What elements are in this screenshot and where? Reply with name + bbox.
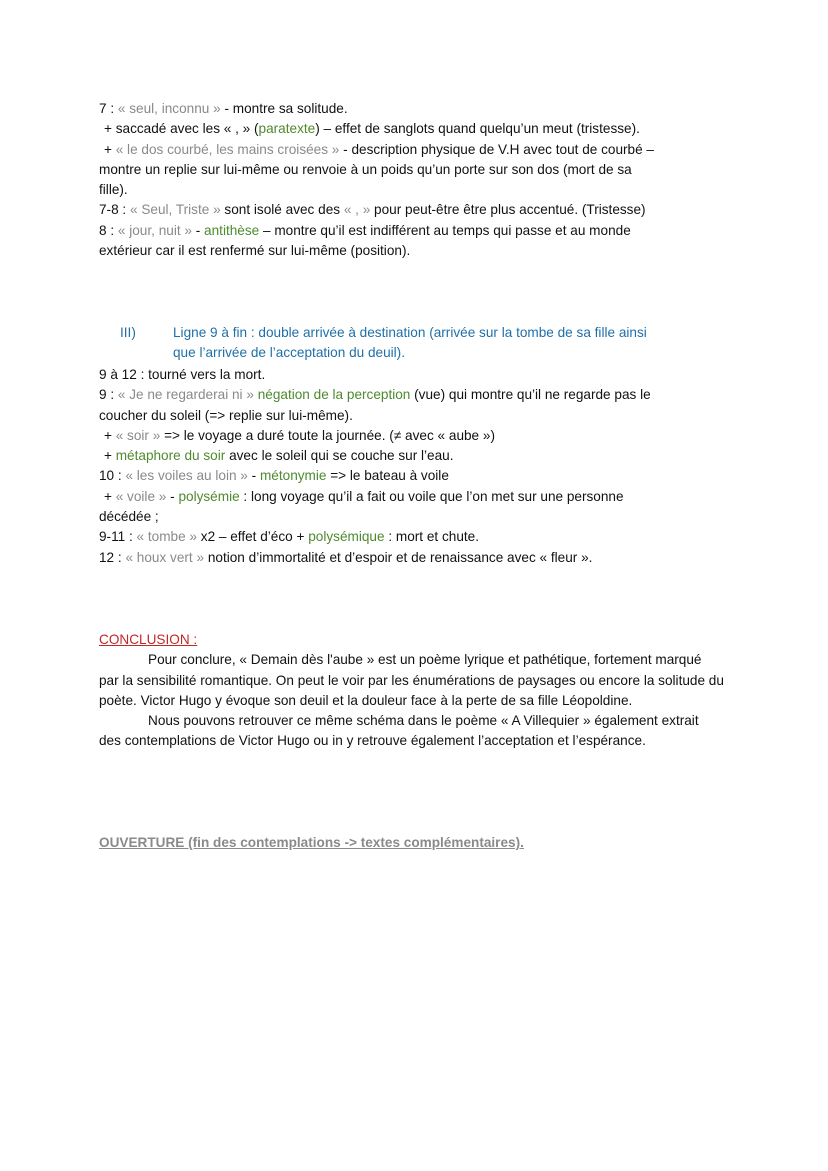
line-metaphore [99,446,734,466]
conclusion-paragraph: Nous pouvons retrouver ce même schéma dans le poème « A Villequier » également extrait des contemplations de Victor Hugo ou in y retrouve également l’acceptation et l’espérance. [99,713,699,749]
literary-term: polysémie [178,488,240,504]
quote: « le dos courbé, les mains croisées » [115,141,340,157]
plus-sign: + [104,448,116,464]
comment: pour peut-être être plus accentué. (Tristesse) [370,202,646,218]
comment: - montre sa solitude. [220,101,348,116]
quote: « seul, inconnu » [117,101,221,116]
line-7 [99,99,734,119]
analysis-lines-7-8 [99,99,734,261]
conclusion-section [99,630,734,752]
comment: x2 – effet d’éco + [197,529,309,545]
quote: « tombe » [136,529,197,545]
analysis-lines-9-12 [99,365,734,568]
comment: : long voyage qu’il a fait ou voile que l’on met sur une personne [239,488,624,504]
quote: « Je ne regarderai ni » [117,387,254,403]
ouverture-heading: OUVERTURE (fin des contemplations -> textes complémentaires). [99,835,524,850]
comment-continuation: coucher du soleil (=> replie sur lui-même). [99,407,353,423]
comment: + saccadé avec les « , » ( [104,121,259,137]
comment: notion d’immortalité et d’espoir et de renaissance avec « fleur ». [204,549,593,565]
conclusion-heading: CONCLUSION : [99,632,198,647]
quote: « Seul, Triste » [129,202,221,218]
comment-continuation: extérieur car il est renfermé sur lui-même (position). [99,243,411,259]
line-number: 10 : [99,468,126,484]
comment: => le voyage a duré toute la journée. (≠ avec « aube ») [160,427,495,443]
dash: - [191,222,205,238]
plus-sign: + [104,427,116,443]
line-9-12: 9 à 12 : tourné vers la mort. [99,367,266,382]
comment: ) – effet de sanglots quand quelqu’un meut (tristesse). [315,121,640,137]
literary-term: polysémique [308,529,385,545]
literary-term: négation de la perception [253,387,411,403]
comment-continuation: fille). [99,182,128,198]
quote: « , » [343,202,371,218]
line-number: 7 : [99,101,118,116]
comment: sont isolé avec des [220,202,344,218]
literary-term: paratexte [258,121,316,137]
dash: - [166,488,179,504]
line-voile [99,487,734,507]
comment: (vue) qui montre qu’il ne regarde pas le [410,387,651,403]
line-number: 9 : [99,387,118,403]
quote: « les voiles au loin » [125,468,248,484]
line-number: 12 : [99,549,126,565]
line-10 [99,466,734,486]
comment-continuation: montre un replie sur lui-même ou renvoie à un poids qu’un porte sur son dos (mort de sa [99,161,632,177]
line-9-11 [99,527,734,547]
section-title [173,323,733,364]
comment: – montre qu’il est indifférent au temps qui passe et au monde [259,222,631,238]
line-number: 8 : [99,222,118,238]
plus-sign: + [104,488,116,504]
line-7-8 [99,200,734,220]
line-8 [99,221,734,241]
comment: => le bateau à voile [326,468,449,484]
comment-continuation: décédée ; [99,509,159,525]
section-title-line: Ligne 9 à fin : double arrivée à destination (arrivée sur la tombe de sa fille ainsi [173,325,647,340]
section-numeral: III) [120,325,136,340]
quote: « voile » [115,488,167,504]
section-three-heading [120,323,740,364]
line-12 [99,548,734,568]
literary-term: antithèse [204,222,260,238]
line-number: 7-8 : [99,202,130,218]
comment: : mort et chute. [384,529,480,545]
line-9 [99,385,734,405]
section-title-line: que l’arrivée de l’acceptation du deuil). [173,345,405,361]
line-7-dos-courbe [99,140,734,160]
dash: - [247,468,260,484]
literary-term: métonymie [259,468,327,484]
quote: « jour, nuit » [117,222,192,238]
plus-sign: + [104,141,116,157]
conclusion-paragraph: Pour conclure, « Demain dès l'aube » est un poème lyrique et pathétique, fortement marqué par la sensibilité romantique. On peut le voir par les énumérations de paysages ou encore la solitude du poète. Victor Hugo y évoque son deuil et la douleur face à la perte de sa fille Léopoldine. [99,652,724,708]
quote: « soir » [115,427,161,443]
comment: - description physique de V.H avec tout de courbé – [339,141,654,157]
line-soir [99,426,734,446]
literary-term: métaphore du soir [115,448,226,464]
line-7-saccade [99,119,734,139]
ouverture-section [99,833,734,853]
comment: avec le soleil qui se couche sur l’eau. [225,448,454,464]
quote: « houx vert » [125,549,205,565]
line-number: 9-11 : [99,529,137,545]
